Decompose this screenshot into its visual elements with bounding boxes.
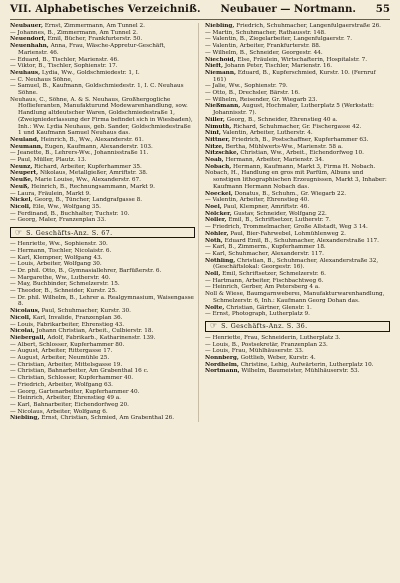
- directory-entry: [10, 197, 195, 204]
- entry-details: Paul, Bier-Fahrwebel, Lohmühlenweg 2.: [230, 230, 346, 237]
- entry-surname: Nicolaus,: [10, 308, 40, 315]
- entry-surname: Nittner,: [205, 136, 230, 143]
- entry-details: — August, Arbeiter, Neumühle 25.: [10, 355, 110, 362]
- entry-details: Richard, Schuhmacher, Gr. Fischergasse 42.: [233, 123, 362, 130]
- entry-details: Donatus, B., Schuhm., Gr. Wiegarb 22.: [234, 190, 347, 197]
- entry-details: — Heinrich, Gerber, Am Petersberg 4 a.: [205, 284, 320, 291]
- entry-surname: Nöth,: [205, 237, 223, 244]
- directory-entry: [10, 261, 195, 268]
- entry-details: — Jalie, Ww., Sophienstr. 79.: [205, 83, 288, 90]
- directory-entry: [10, 315, 195, 322]
- directory-entry: [10, 23, 195, 30]
- directory-entry: [10, 144, 195, 151]
- entry-details: Hermann, Arbeiter, Marienstr. 34.: [225, 157, 324, 164]
- entry-details: — Karl, Bahnarbeiter, Eichendorfweg 20.: [10, 401, 129, 408]
- entry-details: Heinrich, B., Ww., Alexanderstr. 61.: [40, 136, 144, 143]
- entry-surname: Neuße,: [10, 177, 33, 184]
- entry-surname: Noab,: [205, 157, 224, 164]
- left-column: [10, 23, 199, 422]
- entry-surname: Nonnberg,: [205, 355, 239, 362]
- entry-details: Gustav, Schneider, Wolfgang 22.: [233, 210, 327, 217]
- entry-details: — Christian, Arbeiter, Mittelsgasse 19.: [10, 361, 123, 368]
- directory-entry: [205, 144, 390, 151]
- entry-details: — Laura, Fräulein, Markt 9.: [10, 190, 91, 197]
- entry-surname: Neuß,: [10, 183, 30, 190]
- entry-surname: Niebling,: [205, 23, 235, 29]
- directory-entry: [205, 124, 390, 131]
- entry-details: — Louis, Arbeiter, Wolfgang 30.: [10, 261, 102, 268]
- entry-details: Friedrich, B., Postschaffner, Kupferhammer 63.: [231, 136, 369, 143]
- entry-details: — May, Buchbinder, Schmelzerstr. 15.: [10, 281, 120, 288]
- entry-details: — Valentin, Arbeiter, Ehrenstieg 40.: [205, 197, 310, 204]
- entry-details: — Hermann, Tischler, Nicolaistr. 6.: [10, 247, 112, 254]
- directory-entry: [205, 43, 390, 50]
- entry-details: — Martin, Schuhmacher, Rathausstr. 148.: [205, 29, 326, 36]
- entry-surname: Noel,: [205, 203, 222, 210]
- directory-entry: [205, 57, 390, 64]
- directory-entry: [205, 170, 390, 190]
- entry-details: Adolf, Fabrikarb., Katharinenstr. 139.: [47, 334, 156, 341]
- entry-details: — August, Arbeiter, Rittergasse 17.: [10, 348, 113, 355]
- entry-surname: Neupert,: [10, 170, 39, 177]
- directory-entry: [10, 288, 195, 295]
- directory-entry: [10, 375, 195, 382]
- entry-details: — Viktor, B., Tischler, Sophienstr. 17.: [10, 63, 118, 70]
- directory-entry: [10, 382, 195, 389]
- entry-details: Else, Fräulein, Wirtschafterin, Hospitalstr. 7.: [237, 56, 368, 63]
- directory-entry: [205, 191, 390, 198]
- entry-surname: Noeckel,: [205, 190, 233, 197]
- directory-entry: [10, 409, 195, 416]
- directory-entry: [205, 204, 390, 211]
- directory-entry: [10, 63, 195, 70]
- directory-entry: [10, 328, 195, 335]
- directory-entry: [10, 77, 195, 84]
- directory-entry: [10, 57, 195, 64]
- entry-details: Nikolaus, Metallgießer, Amriftstr. 38.: [39, 170, 148, 177]
- entry-details: Christian, B., Schuhmacher, Alexanderstraße 32, (Geschäftslokal: Georgestr. 16).: [213, 257, 379, 271]
- directory-entry: [205, 217, 390, 224]
- directory-entry: [205, 278, 390, 285]
- advertisement-reference: [10, 227, 195, 238]
- directory-entry: [10, 308, 195, 315]
- directory-entry: [205, 368, 390, 375]
- page-number: 55: [375, 3, 390, 15]
- entry-surname: Nölcker,: [205, 210, 232, 217]
- directory-entry: [205, 271, 390, 278]
- directory-entry: [10, 36, 195, 43]
- entry-details: Friedrich, Schuhmacher, Langenfulgaerstraße 26.: [236, 23, 381, 29]
- entry-details: Georg, B., Schneider, Ehrenstieg 40 a.: [226, 116, 338, 123]
- entry-surname: Neuenhahn,: [10, 43, 49, 50]
- advertisement-reference: [205, 321, 390, 332]
- directory-entry: [10, 191, 195, 198]
- entry-surname: Neunz,: [10, 163, 33, 170]
- entry-details: — Valentin, B., Ziegelarbeiter, Langenfulgaerstr. 7.: [205, 36, 353, 43]
- directory-entry: [205, 335, 390, 342]
- directory-entry: [10, 348, 195, 355]
- entry-details: — Otto, B., Drechsler, Bärstr. 16.: [205, 90, 300, 97]
- entry-surname: Niemann,: [205, 69, 236, 76]
- directory-entry: [205, 63, 390, 70]
- directory-entry: [205, 348, 390, 355]
- entry-details: Bertha, Mühlwerts-Ww., Marienstr. 58 a.: [225, 143, 343, 150]
- entry-details: Christian, Gärtner, Glenstr. 1.: [226, 304, 312, 311]
- entry-details: — Albert, Schlosser, Kupferhammer 80.: [10, 341, 125, 348]
- entry-details: — Wilhelm, Reisender, Gr. Wiegarb 23.: [205, 96, 318, 103]
- entry-surname: Neumann,: [10, 143, 43, 150]
- entry-details: — Karl, Klempner, Wolfgang 43.: [10, 254, 103, 261]
- entry-details: Emil, Schriftsetzer, Schmelzerstr. 6.: [222, 271, 326, 278]
- pointing-hand-icon: ☞: [15, 227, 23, 237]
- directory-entry: [205, 90, 390, 97]
- entry-details: — Dr. phil. Otto, B., Gymnasiallehrer, Barfüßerstr. 6.: [10, 267, 162, 274]
- directory-entry: [205, 30, 390, 37]
- entry-details: — Johannes, B., Zimmermann, Am Tunnel 2.: [10, 29, 138, 36]
- entry-details: — Louis, Fabrikarbeiter, Ehrenstieg 43.: [10, 321, 125, 328]
- directory-entry: [10, 248, 195, 255]
- entry-details: Valentin, Arbeiter, Lutherstr. 4.: [222, 130, 313, 137]
- directory-entry: [10, 322, 195, 329]
- entry-surname: Neuhaus,: [10, 69, 41, 76]
- directory-entry: [205, 305, 390, 312]
- entry-surname: Ninf,: [205, 130, 221, 137]
- entry-details: — Henriette, Frau, Schneiderin, Lutherplatz 3.: [205, 334, 341, 341]
- entry-details: — Margarethe, Ww., Lutherstr. 40.: [10, 274, 111, 281]
- entry-details: — Jeanette, B., Lehrers-Ww., Johannisstraße 11.: [10, 150, 149, 157]
- entry-details: Georg, B., Tüncher, Landgrafgasse 8.: [34, 197, 143, 204]
- entry-surname: Niebling,: [10, 415, 40, 422]
- entry-details: Emil, Bücher, Frankfurterstr. 50.: [47, 36, 143, 43]
- directory-entry: [205, 224, 390, 231]
- directory-entry: [205, 258, 390, 271]
- directory-entry: [10, 83, 195, 96]
- directory-entry: [10, 43, 195, 56]
- entry-surname: Neubauer,: [10, 23, 43, 29]
- entry-details: Emil, B., Schriftsetzer, Lutherstr. 7.: [228, 217, 331, 224]
- directory-entry: [205, 197, 390, 204]
- directory-entry: [10, 177, 195, 184]
- entry-surname: Niebergall,: [10, 334, 46, 341]
- entry-surname: Nimuth,: [205, 123, 232, 130]
- entry-details: Heinrich, B., Rechnungsammann, Markt 9.: [31, 183, 155, 190]
- directory-entry: [10, 211, 195, 218]
- entry-details: Anna, Frau, Wäsche-Appretur-Geschäft, Marienstr. 46.: [18, 43, 166, 56]
- directory-entry: [10, 275, 195, 282]
- entry-details: — Friedrich, Arbeiter, Wolfgang 63.: [10, 381, 113, 388]
- entry-details: — Louis, Frau, Mühlhäuserstr. 33.: [205, 348, 304, 355]
- directory-entry: [205, 103, 390, 116]
- entry-details: — Ernst, Photograph, Lutherplatz 9.: [205, 311, 310, 318]
- directory-entry: [205, 238, 390, 245]
- entry-details: — Georg, Maler, Franzenplan 33.: [10, 217, 107, 224]
- entry-details: — Paul, Müller, Plautz. 13.: [10, 157, 87, 164]
- directory-entry: [205, 23, 390, 30]
- entry-details: Lydia, Ww., Goldschmiedestr. 1, I.: [41, 69, 140, 76]
- directory-entry: [10, 241, 195, 248]
- entry-details: Christian, Ww., Arbeit., Eichendorfweg 10.: [240, 150, 364, 157]
- entry-details: Noll & Wiese, Baumgarnwebereı, Manufakturwarenhandlung, Schmelzerstr. 6, Inh.: Kaufmann Georg Dohan das.: [205, 291, 385, 304]
- entry-details: Richard, Arbeiter, Kupferhammer 35.: [34, 163, 142, 170]
- page-header: [10, 3, 390, 20]
- directory-entry: [10, 342, 195, 349]
- directory-entry: [10, 402, 195, 409]
- entry-details: — Georg, Gartenarbeiter, Kupferhammer 40.: [10, 388, 140, 395]
- directory-entry: [205, 355, 390, 362]
- entry-details: Ernst, Zimmermann, Am Tunnel 2.: [44, 23, 145, 29]
- entry-details: Johann Christian, Arbeit., Culbierstr. 18.: [36, 328, 154, 335]
- entry-details: — Valentin, Arbeiter, Frankfurterstr. 88.: [205, 43, 321, 50]
- directory-entry: [10, 164, 195, 171]
- entry-details: — Karl, B., Zimmerm., Kupferhammer 18.: [205, 244, 326, 251]
- entry-surname: Nitze,: [205, 143, 224, 150]
- directory-entry: [205, 150, 390, 157]
- entry-details: — Dr. phil. Wilhelm, B., Lehrer a. Realgymnasium, Waisengasse 8.: [10, 294, 194, 308]
- directory-entry: [10, 157, 195, 164]
- entry-surname: Nitzschke,: [205, 150, 239, 157]
- ad-reference-text: S. Geschäfts-Anz. S. 36.: [221, 322, 308, 331]
- entry-surname: Nolte,: [205, 304, 225, 311]
- entry-surname: Niechoid,: [205, 56, 236, 63]
- directory-entry: [10, 97, 195, 137]
- directory-entry: [205, 362, 390, 369]
- directory-entry: [10, 368, 195, 375]
- columns: [10, 23, 390, 422]
- entry-details: Gottlieb, Weber, Kurstr. 4.: [240, 355, 316, 362]
- entry-details: Neuhaus, C., Söhne, A. & S. Neuhaus, Großhergogliche Hoflieferanten, Manufakturund Modewarenhandlung, sow. Handlung altdeutscher Waren, Goldschmiedestraße 1, (Zweigniederlassung der Firma befindet sich in Wiesbaden), Inh.: Ww. Lydia Neuhaus, geb. Sander, Goldschmiedestraße 1 und Kaufmann Samuel Neuhaus das.: [10, 96, 193, 137]
- entry-details: — C. Neuhaus Söhne,: [10, 76, 73, 83]
- directory-entry: [205, 83, 390, 90]
- directory-entry: [205, 211, 390, 218]
- directory-entry: [205, 284, 390, 291]
- entry-details: — Heinrich, Arbeiter, Ehrenstieg 49 a.: [10, 395, 121, 402]
- directory-entry: [10, 389, 195, 396]
- directory-entry: [10, 335, 195, 342]
- range-title: Neubauer — Nortmann.: [220, 3, 356, 15]
- entry-details: — Friedrich, Trommelmacher, Große Allstadt, Weg 3 14.: [205, 224, 368, 231]
- entry-details: Nobach, H., Handlung en gros mit Parfüm, Albuns und sonstigen lithographischen Erzeugnissen, Markt 3, Inhaber: Kaufmann Hermann Nobach das.: [205, 170, 387, 190]
- entry-details: Ernst, Christian, Schmied, Am Grabenthal 26.: [41, 415, 175, 422]
- entry-surname: Niller,: [205, 116, 225, 123]
- right-column: [205, 23, 390, 422]
- directory-entry: [205, 291, 390, 304]
- entry-surname: Nieft,: [205, 63, 224, 70]
- entry-details: — Christian, Schlosser, Kupferhammer 40.: [10, 375, 134, 382]
- entry-details: Wilhelm, Baumeister, Mühlhäuserstr. 53.: [241, 368, 360, 375]
- entry-details: — Karl, Schuhmacher, Alexanderstr. 117.: [205, 250, 324, 257]
- entry-details: Eugen, Kaufmann, Alexanderstr. 103.: [44, 143, 153, 150]
- entry-surname: Neuendorf,: [10, 36, 46, 43]
- directory-entry: [10, 268, 195, 275]
- entry-details: — Henriette, Ww., Sophienstr. 30.: [10, 241, 108, 248]
- entry-details: Hermann, Kaufmann, Markt 3, Firma H. Nobach.: [233, 163, 376, 170]
- directory-entry: [205, 342, 390, 349]
- entry-details: Paul, Klempner, Amriftstr. 46.: [223, 203, 310, 210]
- directory-entry: [205, 244, 390, 251]
- entry-details: Christine, Lehig, Aufwärterin, Lutherplatz 10.: [240, 361, 374, 368]
- entry-surname: Nortmann,: [205, 368, 240, 375]
- entry-surname: Nicoll,: [10, 203, 31, 210]
- entry-surname: Noll,: [205, 271, 221, 278]
- entry-details: — Theodor, B., Schneider, Kurstr. 25.: [10, 288, 117, 295]
- directory-entry: [10, 255, 195, 262]
- directory-entry: [10, 355, 195, 362]
- pointing-hand-icon: ☞: [210, 321, 218, 331]
- directory-entry: [10, 217, 195, 224]
- directory-entry: [10, 150, 195, 157]
- directory-entry: [10, 30, 195, 37]
- directory-entry: [205, 130, 390, 137]
- entry-details: — Ferdinand, B., Buchhalter, Tuchstr. 10.: [10, 210, 130, 217]
- entry-surname: Nobach,: [205, 163, 232, 170]
- directory-entry: [205, 36, 390, 43]
- entry-details: August, Hochmaler, Lutherplatz 5 (Werkstatt: Johannisstr. 7).: [213, 103, 374, 117]
- directory-entry: [205, 50, 390, 57]
- entry-details: — Louis, B., Postsekretär, Franzenplan 23.: [205, 341, 328, 348]
- directory-entry: [10, 295, 195, 308]
- entry-details: — Christian, Bahnarbeiter, Am Grabenthal 16 c.: [10, 368, 149, 375]
- entry-surname: Nöhler,: [205, 230, 229, 237]
- entry-details: — Wilhelm, B., Schneider, Georgestr. 44.: [205, 49, 323, 56]
- entry-surname: Nöthling,: [205, 257, 236, 264]
- entry-details: — Nicolaus, Arbeiter, Wolfgang 6.: [10, 408, 108, 415]
- directory-entry: [10, 170, 195, 177]
- section-title: VII. Alphabetisches Verzeichniß.: [10, 3, 201, 15]
- directory-entry: [10, 415, 195, 422]
- directory-entry: [10, 395, 195, 402]
- entry-details: Johann Peter, Tischler, Marienstr. 16.: [224, 63, 333, 70]
- entry-surname: Nießmann,: [205, 103, 241, 110]
- entry-surname: Neuland,: [10, 136, 39, 143]
- directory-entry: [205, 251, 390, 258]
- entry-surname: Nicolai,: [10, 328, 35, 335]
- entry-details: — Hartmann, Arbeiter, Fischbachtweg 6.: [205, 277, 324, 284]
- directory-entry: [205, 70, 390, 83]
- entry-details: Eduard Emil, B., Schuhmacher, Alexanderstraße 117.: [224, 237, 379, 244]
- entry-surname: Nicoll,: [10, 314, 31, 321]
- entry-surname: Nickel,: [10, 197, 33, 204]
- ad-reference-text: S. Geschäfts-Anz. S. 67.: [26, 228, 113, 237]
- entry-details: Paul, Schuhmacher, Kurstr. 30.: [41, 308, 131, 315]
- directory-entry: [205, 157, 390, 164]
- entry-details: — Eduard, B., Tischler, Marienstr. 46.: [10, 56, 119, 63]
- directory-entry: [205, 97, 390, 104]
- directory-entry: [10, 137, 195, 144]
- entry-surname: Nordhelm,: [205, 361, 239, 368]
- directory-entry: [10, 281, 195, 288]
- directory-entry: [205, 137, 390, 144]
- directory-entry: [205, 311, 390, 318]
- entry-details: Karl, Invalide, Franzenplan 36.: [32, 314, 123, 321]
- directory-entry: [205, 117, 390, 124]
- directory-entry: [10, 70, 195, 77]
- entry-surname: Nöller,: [205, 217, 227, 224]
- entry-details: Eile, Ww., Wolfgang 35.: [32, 203, 101, 210]
- directory-entry: [10, 204, 195, 211]
- directory-entry: [205, 231, 390, 238]
- directory-entry: [10, 184, 195, 191]
- directory-entry: [10, 362, 195, 369]
- directory-entry: [205, 164, 390, 171]
- entry-details: Marie Louise, Ww., Alexanderstr. 67.: [34, 177, 141, 184]
- entry-details: Eduard, B., Kupferschmied, Kurstr. 10. (Fernruf 161): [213, 69, 376, 83]
- entry-details: — Samuel, B., Kaufmann, Goldschmiedestr. 1, I. C. Neuhaus Söhne.: [10, 83, 184, 97]
